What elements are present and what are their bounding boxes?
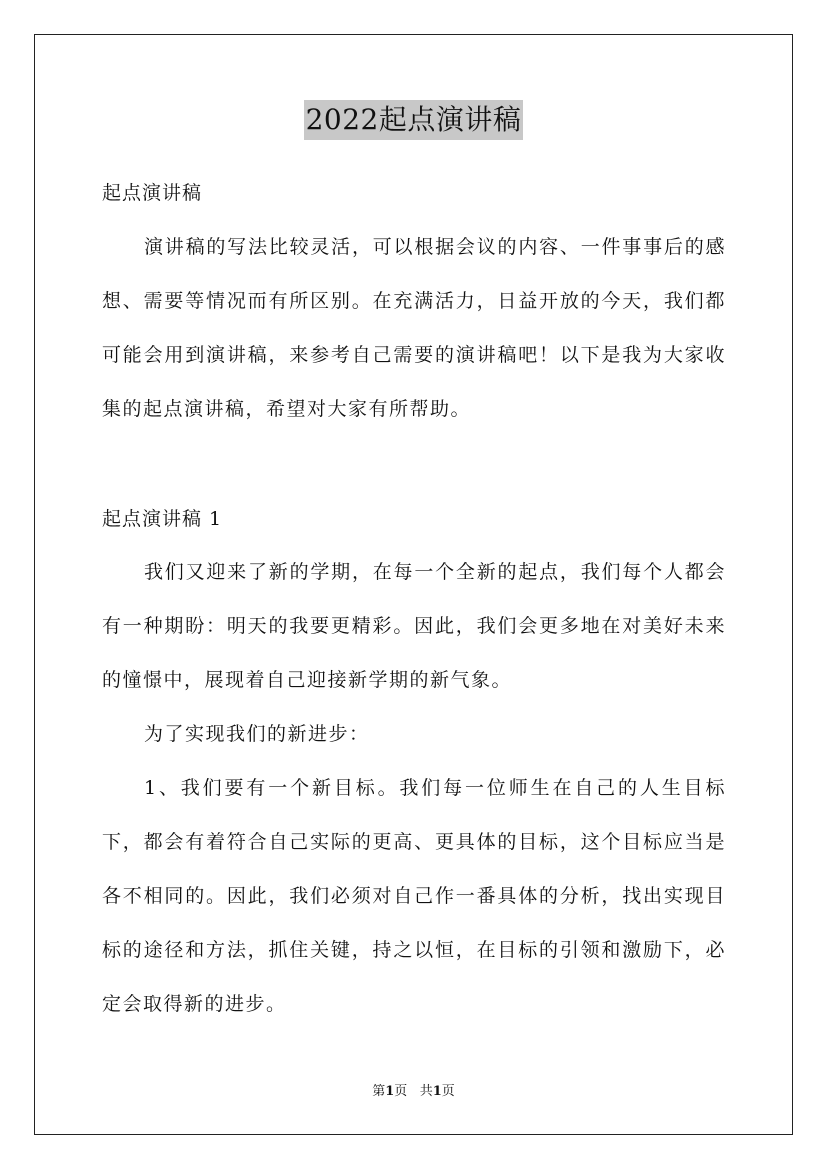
section-1-paragraph-1: 我们又迎来了新的学期，在每一个全新的起点，我们每个人都会有一种期盼：明天的我要更精彩。因此，我们会更多地在对美好未来的憧憬中，展现着自己迎接新学期的新气象。 [102, 561, 726, 691]
page-footer [0, 1083, 827, 1101]
section-1-paragraph-3: 1、我们要有一个新目标。我们每一位师生在自己的人生目标下，都会有着符合自己实际的更高、更具体的目标，这个目标应当是各不相同的。因此，我们必须对自己作一番具体的分析，找出实现目标的途径和方法，抓住关键，持之以恒，在目标的引领和激励下，必定会取得新的进步。 [102, 777, 726, 1015]
footer-page-current: 1 [385, 1084, 395, 1099]
footer-page-mid: 页 共 [394, 1084, 433, 1099]
section-1-heading: 起点演讲稿 1 [102, 508, 223, 530]
intro-paragraph: 演讲稿的写法比较灵活，可以根据会议的内容、一件事事后的感想、需要等情况而有所区别。在充满活力，日益开放的今天，我们都可能会用到演讲稿，来参考自己需要的演讲稿吧！以下是我为大家收集的起点演讲稿，希望对大家有所帮助。 [102, 236, 726, 420]
title-wrap [0, 100, 827, 140]
footer-page-suffix: 页 [441, 1084, 455, 1099]
document-title: 2022起点演讲稿 [304, 100, 524, 140]
footer-page-prefix: 第 [372, 1084, 386, 1099]
section-1-paragraph-2: 为了实现我们的新进步： [144, 723, 370, 745]
intro-heading: 起点演讲稿 [102, 182, 203, 204]
footer-page-total: 1 [432, 1084, 442, 1099]
